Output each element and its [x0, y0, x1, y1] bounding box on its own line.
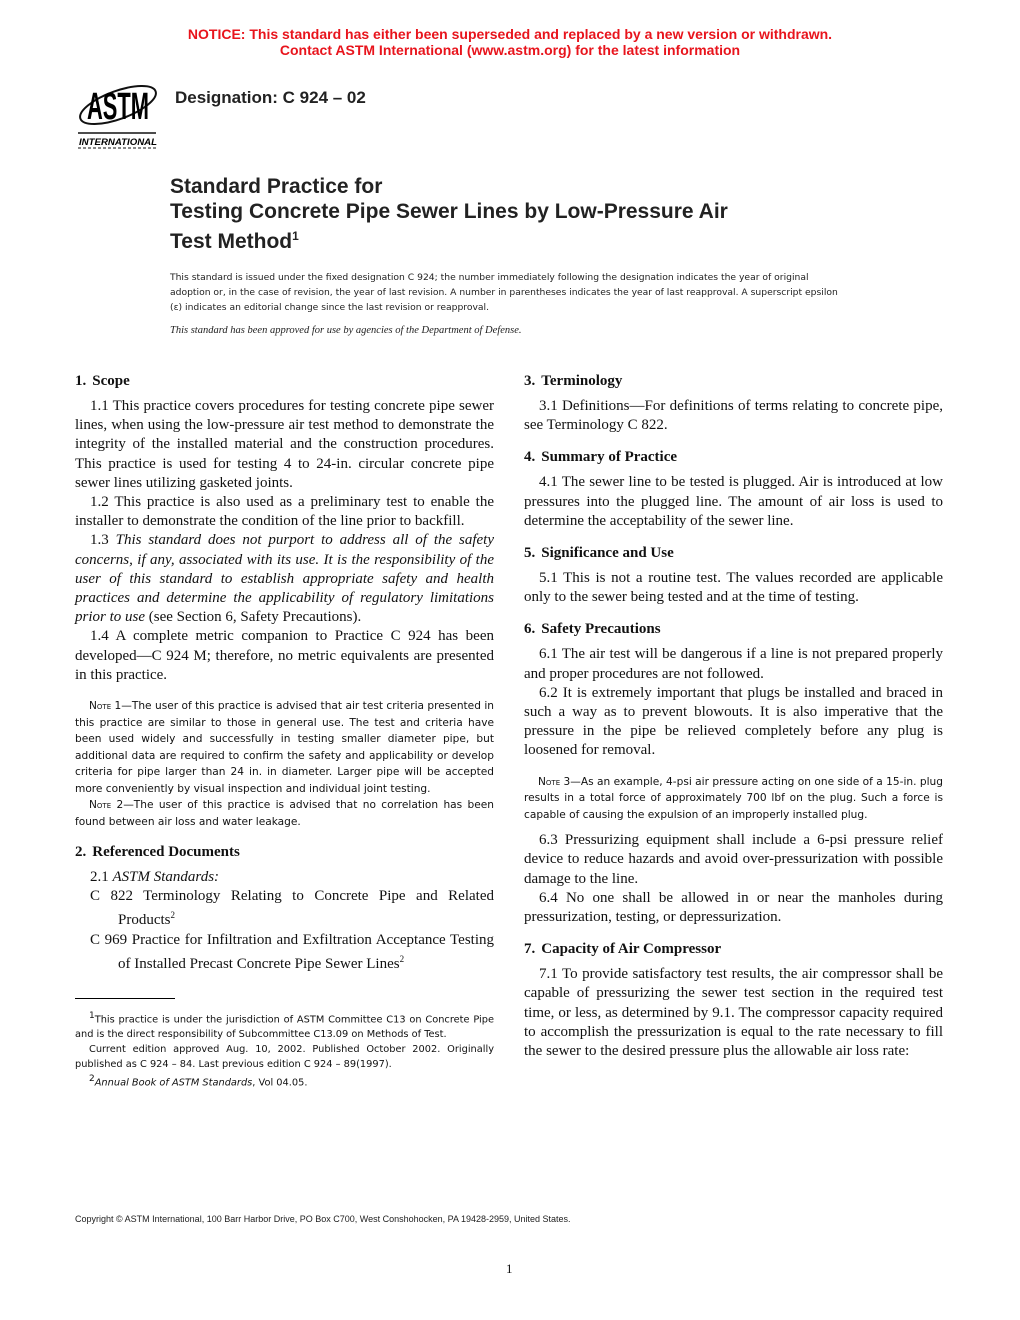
designation: Designation: C 924 – 02	[175, 88, 366, 107]
reference-text: C 969 Practice for Infiltration and Exfiltration Acceptance Testing of Installed Precast Concrete Pipe Sewer Lines	[90, 931, 494, 972]
dod-approval: This standard has been approved for use by agencies of the Department of Defense.	[170, 325, 522, 336]
notice-line-2: Contact ASTM International (www.astm.org) for the latest information	[279, 41, 741, 58]
paragraph-5-1: 5.1 This is not a routine test. The values recorded are applicable only to the sewer being tested and at the time of testing.	[524, 570, 943, 606]
footnote-1	[75, 1009, 494, 1042]
section-heading-safety	[524, 620, 943, 639]
note-1	[75, 698, 494, 797]
paragraph-6-3: 6.3 Pressurizing equipment shall include a 6-psi pressure relief device to reduce hazards and avoid over-pressurization with possible damage to the line.	[524, 832, 943, 887]
safety-caveat: This standard does not purport to address all of the safety concerns, if any, associated with its use. It is the responsibility of the user of this standard to establish appropriate safety and health practices and determine the applicability of regulatory limitations prior to use	[75, 532, 495, 626]
note-text: —The user of this practice is advised that no correlation has been found between air loss and water leakage.	[75, 799, 494, 828]
section-number: 5.	[524, 545, 536, 562]
paragraph-6-2: 6.2 It is extremely important that plugs be installed and braced in such a way as to prevent blowouts. It is also imperative that the pressure in the pipe be relieved completely before any plug is loosened for removal.	[524, 684, 943, 759]
footnote-mark: 1	[89, 1011, 95, 1022]
note-2	[75, 797, 494, 830]
footnote-ref: 2	[170, 910, 175, 921]
page-number: 1	[506, 1261, 513, 1276]
section-title: Terminology	[541, 373, 623, 389]
para-num: 1.3	[90, 532, 116, 549]
section-number: 2.	[75, 844, 87, 861]
title-line-2: Testing Concrete Pipe Sewer Lines by Low-Pressure Air	[170, 200, 728, 223]
title-line-1: Standard Practice for	[170, 175, 383, 198]
svg-text:ASTM: ASTM	[87, 86, 149, 128]
section-number: 7.	[524, 941, 536, 958]
paragraph-4-1: 4.1 The sewer line to be tested is plugged. Air is introduced at low pressures into the plugged line. The amount of air loss is used to determine the acceptability of the sewer line.	[524, 474, 943, 529]
section-title: Scope	[92, 373, 130, 389]
note-text: —The user of this practice is advised that air test criteria presented in this practice are similar to those in general use. The test and criteria have been used widely and successfully in testing smaller diameter pipe, but additional data are required to confirm the safety and applicability or develop criteria for pipe larger than 24 in. in diameter. Larger pipe will be accepted more conveniently by visual inspection and individual joint testing.	[75, 700, 494, 795]
section-number: 3.	[524, 373, 536, 389]
section-heading-compressor	[524, 940, 943, 959]
left-column	[75, 372, 494, 1091]
svg-text:INTERNATIONAL: INTERNATIONAL	[79, 137, 157, 147]
para-italic: ASTM Standards:	[112, 869, 220, 886]
footnote-divider	[75, 998, 175, 999]
note-label: Note 1	[89, 700, 122, 713]
footnote-ref: 2	[399, 953, 405, 964]
notice-line-1: NOTICE: This standard has either been superseded and replaced by a new version or withdrawn.	[187, 26, 833, 42]
paragraph-7-1: 7.1 To provide satisfactory test results, the air compressor shall be capable of pressurizing the sewer test section in the required test time, or less, as determined by 9.1. The compressor capacity required to accomplish the pressurization is equal to the rate necessary to fill the sewer to the desired pressure plus the allowable air loss rate:	[524, 966, 943, 1059]
reference-c822	[75, 887, 494, 930]
paragraph-1-1: 1.1 This practice covers procedures for testing concrete pipe sewer lines, when using the low-pressure air test method to demonstrate the integrity of the installed material and the construction procedures. This practice is used for testing 4 to 24-in. circular concrete pipe sewer lines utilizing gasketed joints.	[75, 398, 494, 491]
document-title	[170, 174, 728, 254]
withdrawal-notice	[0, 27, 1020, 58]
copyright: Copyright © ASTM International, 100 Barr Harbor Drive, PO Box C700, West Conshohocken, PA 19428-2959, United States.	[75, 1214, 571, 1224]
issuance-statement: This standard is issued under the fixed designation C 924; the number immediately following the designation indicates the year of original adoption or, in the case of revision, the year of last revision. A number in parentheses indicates the year of last reapproval. A superscript epsilon (ε) indicates an editorial change since the last revision or reapproval.	[170, 272, 838, 313]
right-column	[524, 372, 943, 1061]
astm-logo-icon	[76, 75, 160, 150]
note-label: Note 2	[89, 799, 124, 812]
section-heading-terminology	[524, 372, 943, 391]
paragraph-1-3	[75, 531, 494, 627]
paragraph-6-4: 6.4 No one shall be allowed in or near the manholes during pressurization, testing, or depressurization.	[524, 889, 943, 925]
title-text: Test Method	[170, 230, 293, 253]
section-number: 6.	[524, 621, 536, 638]
section-title: Safety Precautions	[541, 621, 661, 638]
note-text: —As an example, 4-psi air pressure acting on one side of a 15-in. plug results in a total force of approximately 700 lbf on the plug. Such a force is capable of causing the expulsion of an improperly installed plug.	[524, 775, 943, 821]
paragraph-3-1: 3.1 Definitions—For definitions of terms relating to concrete pipe, see Terminology C 822.	[524, 398, 943, 434]
footnote-ref: 1	[292, 229, 299, 243]
section-heading-scope	[75, 372, 494, 391]
section-title: Summary of Practice	[541, 449, 678, 466]
title-line-3	[170, 224, 728, 254]
section-heading-summary	[524, 448, 943, 467]
footnote-1b: Current edition approved Aug. 10, 2002. Published October 2002. Originally published as C 924 – 84. Last previous edition C 924 – 89(1997).	[75, 1044, 494, 1071]
reference-text: C 822 Terminology Relating to Concrete Pipe and Related Products	[90, 888, 494, 929]
section-title: Capacity of Air Compressor	[541, 941, 722, 958]
paragraph-6-1: 6.1 The air test will be dangerous if a line is not prepared properly and proper procedures are not followed.	[524, 646, 943, 682]
paragraph-2-1	[75, 868, 494, 887]
section-number: 1.	[75, 373, 87, 389]
note-label: Note 3	[538, 775, 571, 788]
reference-c969	[75, 931, 494, 974]
paragraph-1-2: 1.2 This practice is also used as a preliminary test to enable the installer to demonstrate the condition of the line prior to backfill.	[75, 494, 494, 530]
para-num: 2.1	[90, 869, 113, 886]
paragraph-1-4: 1.4 A complete metric companion to Practice C 924 has been developed—C 924 M; therefore, no metric equivalents are presented in this practice.	[75, 628, 494, 683]
section-heading-significance	[524, 544, 943, 563]
footnote-text: This practice is under the jurisdiction of ASTM Committee C13 on Concrete Pipe and is the direct responsibility of Subcommittee C13.09 on Methods of Test.	[75, 1014, 494, 1041]
footnote-mark: 2	[89, 1074, 95, 1085]
section-number: 4.	[524, 449, 536, 466]
section-title: Significance and Use	[541, 545, 674, 562]
footnote-italic: Annual Book of ASTM Standards	[94, 1077, 253, 1089]
footnote-2	[75, 1072, 494, 1090]
note-3	[524, 774, 943, 824]
section-title: Referenced Documents	[92, 844, 240, 861]
para-tail: (see Section 6, Safety Precautions).	[145, 609, 362, 626]
section-heading-referenced-documents	[75, 843, 494, 862]
footnote-text: , Vol 04.05.	[252, 1077, 308, 1089]
